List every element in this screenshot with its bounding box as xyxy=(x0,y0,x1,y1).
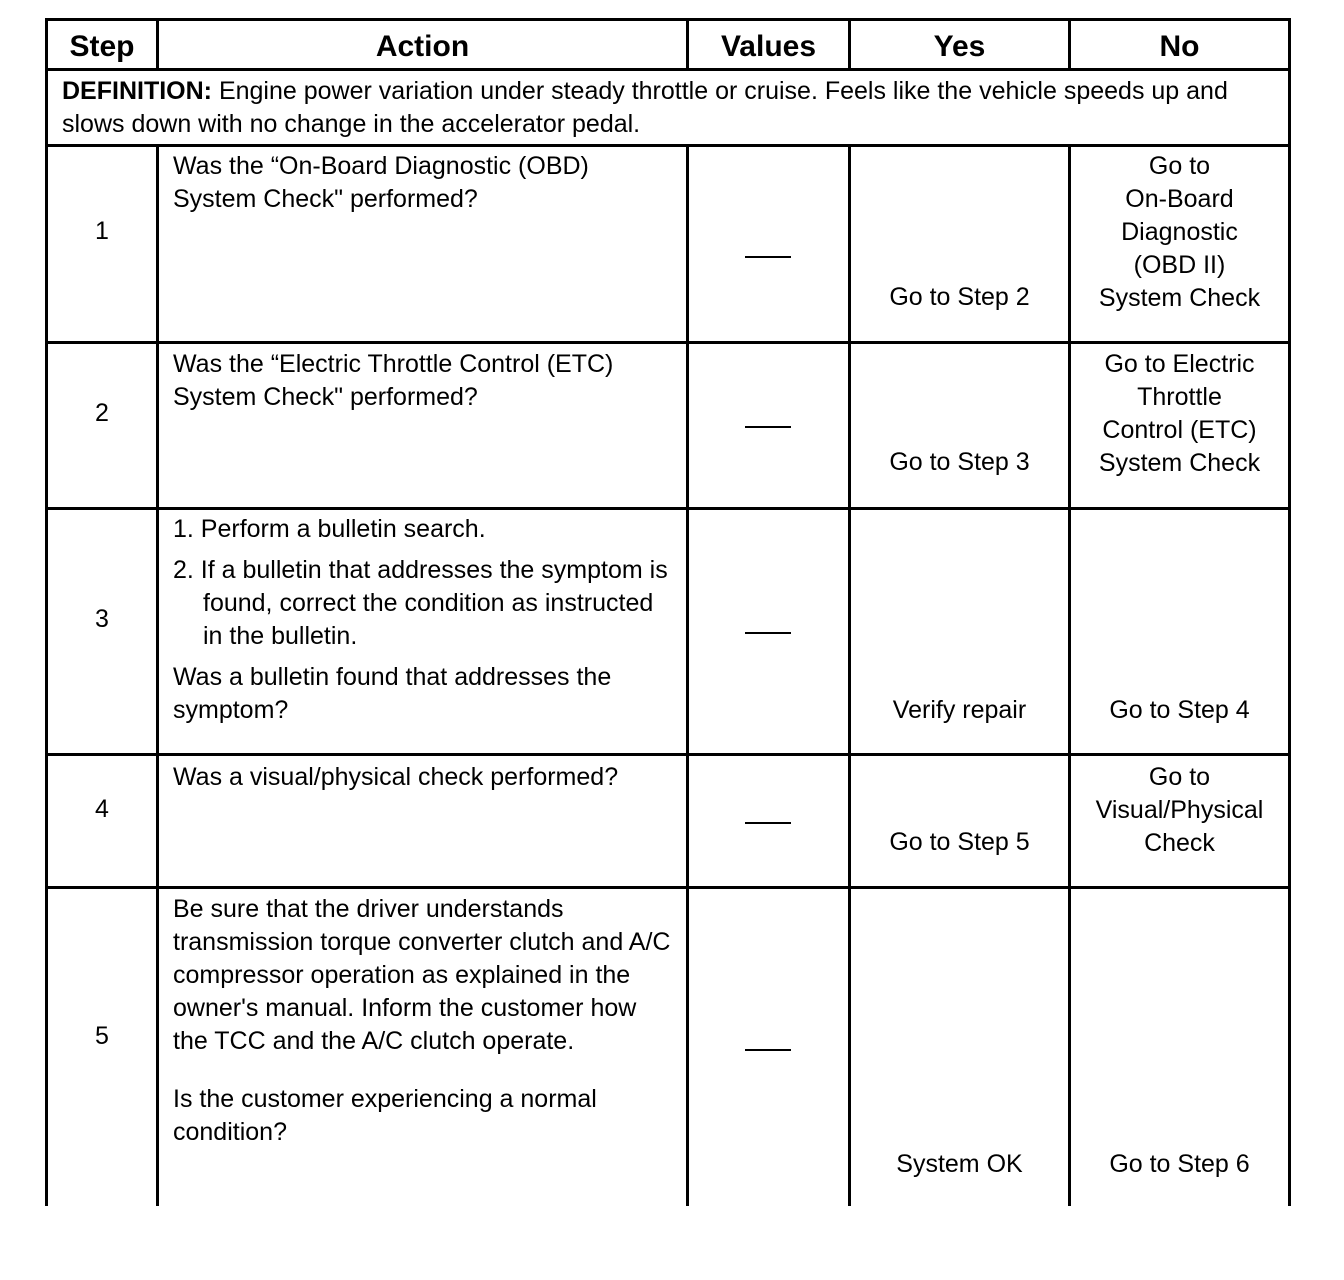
action-question: Is the customer experiencing a normal condition? xyxy=(173,1085,597,1146)
no-result xyxy=(1071,761,1288,860)
no-result: Go to Step 6 xyxy=(1109,1150,1250,1178)
no-result-line: System Check xyxy=(1098,449,1261,477)
table-border-right xyxy=(1288,18,1291,1206)
no-result-line: (OBD II) xyxy=(1133,251,1226,279)
value-dash xyxy=(745,822,791,824)
action-question: Was a bulletin found that addresses the symptom? xyxy=(173,663,612,724)
row-divider xyxy=(45,886,1291,889)
value-dash xyxy=(745,632,791,634)
yes-result: Verify repair xyxy=(892,696,1027,724)
step-number: 1 xyxy=(95,217,109,245)
no-result-line: Go to xyxy=(1148,152,1211,180)
definition-label: DEFINITION: xyxy=(62,77,212,105)
step-number: 5 xyxy=(95,1022,109,1050)
action-text: Was a visual/physical check performed? xyxy=(173,763,619,791)
action-text xyxy=(173,893,673,1149)
step-number: 3 xyxy=(95,605,109,633)
no-result: Go to Step 4 xyxy=(1109,696,1250,724)
action-text: Was the “On-Board Diagnostic (OBD) System Check" performed? xyxy=(173,152,589,213)
no-result-line: Go to Electric xyxy=(1104,350,1255,378)
value-dash xyxy=(745,1049,791,1051)
yes-result: System OK xyxy=(896,1150,1023,1178)
yes-result: Go to Step 3 xyxy=(889,448,1030,476)
value-dash xyxy=(745,256,791,258)
no-result-line: Control (ETC) xyxy=(1102,416,1257,444)
no-result xyxy=(1071,150,1288,315)
action-item: 2. If a bulletin that addresses the symptom is found, correct the condition as instructed in the bulletin. xyxy=(173,556,668,650)
header-step: Step xyxy=(69,30,135,63)
no-result-line: System Check xyxy=(1098,284,1261,312)
yes-result: Go to Step 2 xyxy=(889,283,1030,311)
no-result-line: Visual/Physical xyxy=(1095,796,1264,824)
row-divider xyxy=(45,144,1291,147)
header-action: Action xyxy=(375,30,470,63)
row-divider xyxy=(45,341,1291,344)
no-result-line: Check xyxy=(1144,829,1215,857)
row-divider xyxy=(45,753,1291,756)
no-result-line: On-Board xyxy=(1125,185,1234,213)
no-result xyxy=(1071,348,1288,480)
step-number: 2 xyxy=(95,399,109,427)
definition-row xyxy=(62,75,1277,141)
action-paragraph: Be sure that the driver understands transmission torque converter clutch and A/C compressor operation as explained in the owner's manual. Inform the customer how the TCC and the A/C clutch operate. xyxy=(173,895,671,1055)
no-result-line: Diagnostic xyxy=(1121,218,1238,246)
column-divider xyxy=(156,144,159,1206)
header-no: No xyxy=(1159,30,1200,63)
header-yes: Yes xyxy=(933,30,986,63)
step-number: 4 xyxy=(95,795,109,823)
header-values: Values xyxy=(720,30,817,63)
yes-result: Go to Step 5 xyxy=(889,828,1030,856)
row-divider xyxy=(45,507,1291,510)
definition-text: Engine power variation under steady throttle or cruise. Feels like the vehicle speeds up and slows down with no change in the accelerator pedal. xyxy=(62,77,1228,138)
no-result-line: Throttle xyxy=(1137,383,1222,411)
action-text xyxy=(173,513,678,727)
column-divider xyxy=(686,144,689,1206)
action-item: 1. Perform a bulletin search. xyxy=(173,515,486,543)
action-text: Was the “Electric Throttle Control (ETC) System Check" performed? xyxy=(173,350,614,411)
no-result-line: Go to xyxy=(1148,763,1211,791)
value-dash xyxy=(745,426,791,428)
